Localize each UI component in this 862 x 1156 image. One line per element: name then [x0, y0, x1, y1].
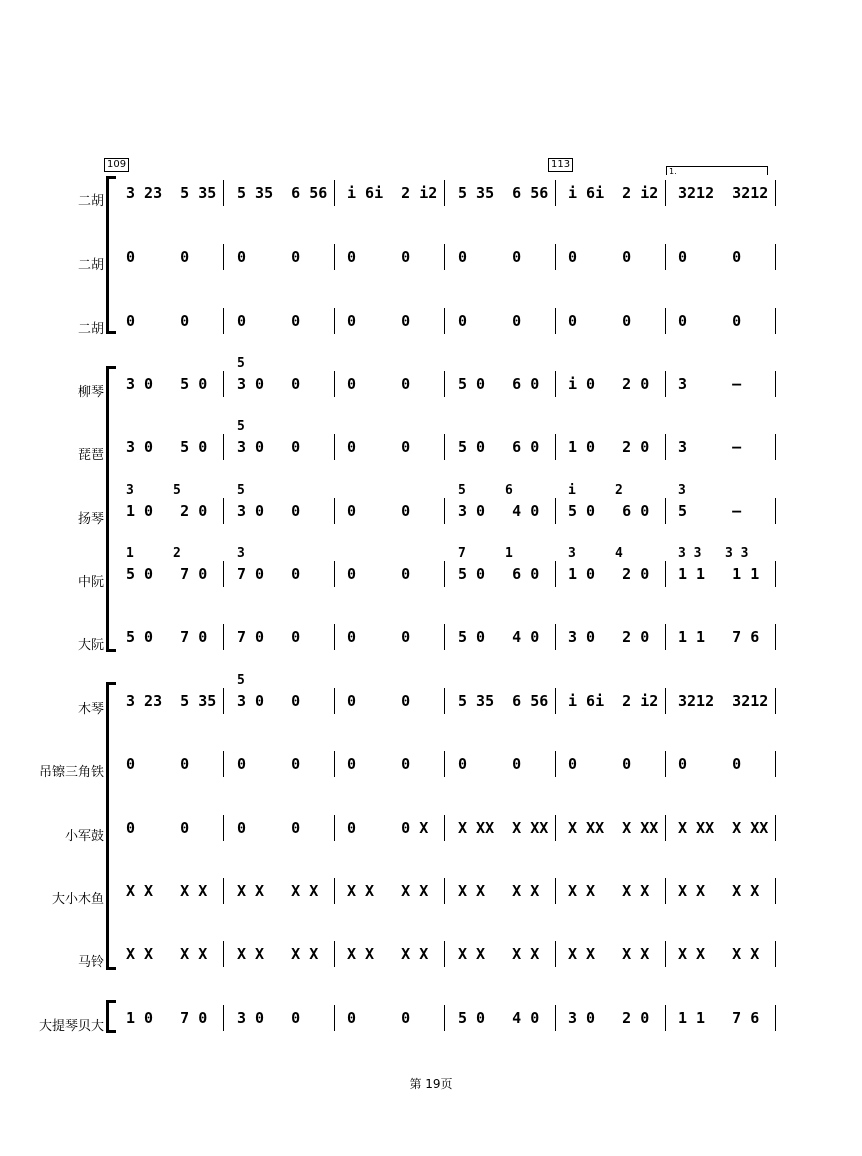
- measure-notation: X X X X: [458, 882, 540, 900]
- upper-voice-notation: 3 5: [126, 483, 181, 498]
- measure-notation: 0 0: [678, 248, 742, 266]
- instrument-label: 扬琴: [77, 512, 104, 527]
- barline: [775, 308, 776, 334]
- measure-notation: 3 0 2 0: [568, 628, 650, 646]
- barline: [775, 498, 776, 524]
- system-bracket: [106, 366, 109, 652]
- barline: [223, 371, 224, 397]
- barline: [555, 371, 556, 397]
- measure-notation: 3212 3212: [678, 184, 769, 202]
- measure-notation: 0 0: [237, 248, 301, 266]
- measure-notation: 0 0: [458, 248, 522, 266]
- barline: [334, 815, 335, 841]
- measure-notation: 5 0 6 0: [458, 375, 540, 393]
- barline: [444, 180, 445, 206]
- measure-notation: X X X X: [568, 945, 650, 963]
- barline: [334, 1005, 335, 1031]
- measure-number-109: 109: [104, 158, 129, 172]
- barline: [775, 624, 776, 650]
- measure-notation: 5 0 4 0: [458, 628, 540, 646]
- barline: [555, 688, 556, 714]
- measure-notation: X X X X: [678, 945, 760, 963]
- barline: [334, 180, 335, 206]
- upper-voice-notation: 3 4: [568, 546, 623, 561]
- instrument-label: 木琴: [77, 702, 104, 717]
- measure-notation: 0 0: [347, 375, 411, 393]
- instrument-label: 大提琴贝大: [38, 1019, 104, 1034]
- barline: [665, 624, 666, 650]
- barline: [334, 688, 335, 714]
- instrument-label: 柳琴: [77, 385, 104, 400]
- measure-notation: 0 0: [347, 755, 411, 773]
- barline: [665, 688, 666, 714]
- measure-notation: X X X X: [126, 882, 208, 900]
- barline: [444, 371, 445, 397]
- barline: [444, 941, 445, 967]
- bracket-cap: [106, 1030, 116, 1033]
- measure-notation: 0 0: [458, 312, 522, 330]
- barline: [665, 498, 666, 524]
- measure-notation: i 6i 2 i2: [568, 692, 659, 710]
- measure-notation: 0 0: [237, 312, 301, 330]
- barline: [555, 308, 556, 334]
- barline: [444, 751, 445, 777]
- barline: [775, 1005, 776, 1031]
- measure-notation: 0 0: [568, 312, 632, 330]
- barline: [444, 308, 445, 334]
- barline: [223, 688, 224, 714]
- barline: [334, 498, 335, 524]
- upper-voice-notation: 7 1: [458, 546, 513, 561]
- volta-bracket: [666, 166, 768, 175]
- measure-notation: 0 0: [568, 248, 632, 266]
- measure-notation: X X X X: [568, 882, 650, 900]
- measure-notation: 5 –: [678, 502, 742, 520]
- barline: [665, 1005, 666, 1031]
- instrument-label: 二胡: [77, 194, 104, 209]
- barline: [444, 434, 445, 460]
- measure-notation: 5 35 6 56: [458, 184, 549, 202]
- volta-label: 1.: [669, 167, 677, 176]
- measure-notation: 3 –: [678, 438, 742, 456]
- barline: [444, 688, 445, 714]
- barline: [334, 561, 335, 587]
- barline: [555, 180, 556, 206]
- barline: [555, 878, 556, 904]
- barline: [775, 180, 776, 206]
- upper-voice-notation: i 2: [568, 483, 623, 498]
- instrument-label: 中阮: [77, 575, 104, 590]
- barline: [334, 434, 335, 460]
- barline: [555, 941, 556, 967]
- measure-notation: 3 0 0: [237, 502, 301, 520]
- measure-notation: 0 0 X: [347, 819, 429, 837]
- measure-notation: 0 0: [126, 755, 190, 773]
- measure-notation: 3 0 4 0: [458, 502, 540, 520]
- instrument-label: 吊镲三角铁: [38, 765, 104, 780]
- measure-notation: 0 0: [126, 312, 190, 330]
- barline: [555, 434, 556, 460]
- barline: [223, 1005, 224, 1031]
- barline: [665, 751, 666, 777]
- measure-notation: 1 0 2 0: [568, 565, 650, 583]
- barline: [444, 815, 445, 841]
- upper-voice-notation: 5: [237, 483, 245, 498]
- barline: [223, 561, 224, 587]
- barline: [223, 180, 224, 206]
- measure-notation: i 6i 2 i2: [347, 184, 438, 202]
- measure-notation: 5 35 6 56: [237, 184, 328, 202]
- barline: [555, 1005, 556, 1031]
- instrument-label: 琵琶: [77, 448, 104, 463]
- barline: [665, 561, 666, 587]
- barline: [444, 244, 445, 270]
- measure-notation: 5 0 7 0: [126, 628, 208, 646]
- measure-notation: 1 0 2 0: [568, 438, 650, 456]
- measure-notation: 0 0: [347, 565, 411, 583]
- barline: [555, 624, 556, 650]
- measure-notation: 5 0 6 0: [458, 438, 540, 456]
- barline: [223, 244, 224, 270]
- measure-notation: 0 0: [347, 502, 411, 520]
- measure-notation: 0 0: [126, 248, 190, 266]
- instrument-label: 马铃: [77, 955, 104, 970]
- bracket-cap: [106, 176, 116, 179]
- measure-notation: 0 0: [237, 755, 301, 773]
- measure-notation: X X X X: [237, 882, 319, 900]
- barline: [444, 498, 445, 524]
- measure-notation: 3 0 0: [237, 375, 301, 393]
- measure-notation: i 0 2 0: [568, 375, 650, 393]
- measure-notation: 5 35 6 56: [458, 692, 549, 710]
- barline: [555, 498, 556, 524]
- measure-notation: 0 0: [347, 248, 411, 266]
- measure-notation: 1 0 7 0: [126, 1009, 208, 1027]
- bracket-cap: [106, 649, 116, 652]
- measure-notation: 0 0: [568, 755, 632, 773]
- bracket-cap: [106, 967, 116, 970]
- upper-voice-notation: 5: [237, 673, 245, 688]
- barline: [223, 815, 224, 841]
- measure-notation: 1 1 1 1: [678, 565, 760, 583]
- measure-notation: 3 23 5 35: [126, 692, 217, 710]
- measure-notation: 0 0: [347, 628, 411, 646]
- barline: [555, 751, 556, 777]
- barline: [334, 941, 335, 967]
- measure-notation: 0 0: [347, 438, 411, 456]
- measure-notation: 1 0 2 0: [126, 502, 208, 520]
- barline: [665, 371, 666, 397]
- barline: [775, 751, 776, 777]
- barline: [334, 244, 335, 270]
- barline: [775, 815, 776, 841]
- barline: [665, 878, 666, 904]
- measure-notation: X X X X: [126, 945, 208, 963]
- measure-notation: 0 0: [126, 819, 190, 837]
- measure-notation: 0 0: [678, 755, 742, 773]
- measure-notation: 0 0: [678, 312, 742, 330]
- bracket-cap: [106, 1000, 116, 1003]
- barline: [555, 561, 556, 587]
- system-bracket: [106, 682, 109, 970]
- instrument-label: 大阮: [77, 638, 104, 653]
- measure-notation: X X X X: [678, 882, 760, 900]
- page-footer: 第 19页: [409, 1077, 453, 1091]
- barline: [665, 244, 666, 270]
- upper-voice-notation: 3 3 3 3: [678, 546, 749, 561]
- measure-notation: 1 1 7 6: [678, 628, 760, 646]
- bracket-cap: [106, 331, 116, 334]
- measure-notation: 3 0 5 0: [126, 438, 208, 456]
- measure-notation: 3 0 2 0: [568, 1009, 650, 1027]
- barline: [223, 624, 224, 650]
- measure-notation: 3 –: [678, 375, 742, 393]
- barline: [775, 434, 776, 460]
- instrument-label: 大小木鱼: [51, 892, 104, 907]
- barline: [555, 244, 556, 270]
- measure-notation: X X X X: [347, 882, 429, 900]
- bracket-cap: [106, 682, 116, 685]
- measure-notation: 0 0: [237, 819, 301, 837]
- barline: [665, 941, 666, 967]
- measure-notation: 5 0 6 0: [568, 502, 650, 520]
- upper-voice-notation: 3: [237, 546, 245, 561]
- measure-notation: 0 0: [347, 1009, 411, 1027]
- measure-notation: i 6i 2 i2: [568, 184, 659, 202]
- barline: [444, 878, 445, 904]
- upper-voice-notation: 1 2: [126, 546, 181, 561]
- bracket-cap: [106, 366, 116, 369]
- upper-voice-notation: 3: [678, 483, 686, 498]
- system-bracket: [106, 176, 109, 334]
- barline: [775, 941, 776, 967]
- measure-notation: X XX X XX: [458, 819, 549, 837]
- barline: [665, 434, 666, 460]
- instrument-label: 小军鼓: [64, 829, 104, 844]
- barline: [223, 434, 224, 460]
- barline: [223, 878, 224, 904]
- barline: [775, 244, 776, 270]
- measure-notation: 0 0: [347, 692, 411, 710]
- barline: [775, 371, 776, 397]
- measure-notation: 1 1 7 6: [678, 1009, 760, 1027]
- barline: [775, 878, 776, 904]
- measure-notation: 7 0 0: [237, 565, 301, 583]
- instrument-label: 二胡: [77, 258, 104, 273]
- measure-notation: 0 0: [458, 755, 522, 773]
- upper-voice-notation: 5: [237, 356, 245, 371]
- measure-notation: 7 0 0: [237, 628, 301, 646]
- measure-notation: X X X X: [347, 945, 429, 963]
- instrument-label: 二胡: [77, 322, 104, 337]
- measure-notation: 3 0 0: [237, 1009, 301, 1027]
- barline: [334, 878, 335, 904]
- measure-notation: X X X X: [237, 945, 319, 963]
- barline: [223, 498, 224, 524]
- barline: [665, 308, 666, 334]
- measure-notation: 3 0 5 0: [126, 375, 208, 393]
- barline: [665, 180, 666, 206]
- barline: [775, 688, 776, 714]
- upper-voice-notation: 5 6: [458, 483, 513, 498]
- measure-notation: 3 0 0: [237, 438, 301, 456]
- barline: [665, 815, 666, 841]
- barline: [334, 308, 335, 334]
- system-bracket: [106, 1000, 109, 1033]
- barline: [775, 561, 776, 587]
- barline: [444, 624, 445, 650]
- measure-notation: X XX X XX: [568, 819, 659, 837]
- barline: [223, 308, 224, 334]
- barline: [444, 561, 445, 587]
- measure-notation: 5 0 7 0: [126, 565, 208, 583]
- measure-notation: X X X X: [458, 945, 540, 963]
- measure-number-113: 113: [548, 158, 573, 172]
- measure-notation: 0 0: [347, 312, 411, 330]
- barline: [334, 751, 335, 777]
- measure-notation: 3 23 5 35: [126, 184, 217, 202]
- measure-notation: 3212 3212: [678, 692, 769, 710]
- upper-voice-notation: 5: [237, 419, 245, 434]
- barline: [334, 624, 335, 650]
- barline: [334, 371, 335, 397]
- measure-notation: 3 0 0: [237, 692, 301, 710]
- measure-notation: 5 0 4 0: [458, 1009, 540, 1027]
- measure-notation: 5 0 6 0: [458, 565, 540, 583]
- barline: [223, 941, 224, 967]
- barline: [444, 1005, 445, 1031]
- barline: [555, 815, 556, 841]
- barline: [223, 751, 224, 777]
- measure-notation: X XX X XX: [678, 819, 769, 837]
